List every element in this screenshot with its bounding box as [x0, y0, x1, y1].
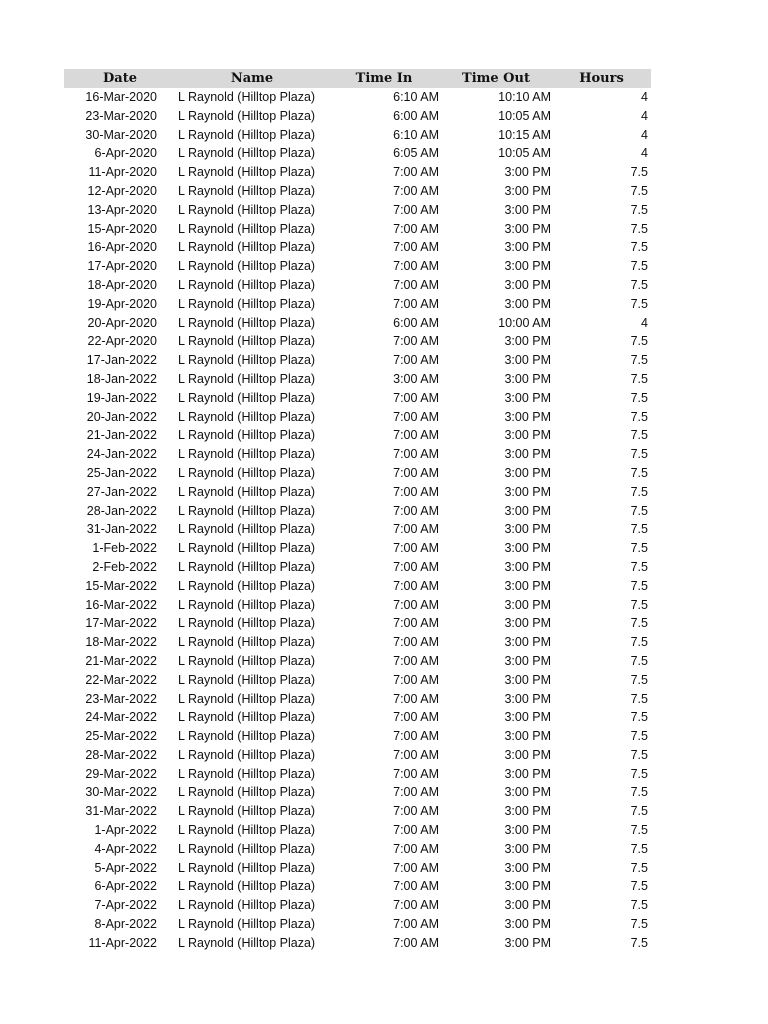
- table-row: [64, 671, 651, 690]
- table-row: [64, 464, 651, 483]
- hours-cell: 7.5: [630, 465, 648, 480]
- hours-cell: 7.5: [630, 559, 648, 574]
- time-in-cell: 7:00 AM: [393, 221, 439, 236]
- table-row: [64, 596, 651, 615]
- hours-cell: 7.5: [630, 860, 648, 875]
- time-out-cell: 10:00 AM: [498, 315, 551, 330]
- time-out-cell: 3:00 PM: [504, 296, 551, 311]
- name-cell: L Raynold (Hilltop Plaza): [178, 616, 316, 631]
- time-in-cell: 7:00 AM: [393, 559, 439, 574]
- hours-cell: 7.5: [630, 823, 648, 838]
- table-row: [64, 502, 651, 521]
- time-in-cell: 7:00 AM: [393, 691, 439, 706]
- hours-cell: 7.5: [630, 766, 648, 781]
- time-in-cell: 7:00 AM: [393, 804, 439, 819]
- name-cell: L Raynold (Hilltop Plaza): [178, 691, 316, 706]
- column-header-time-out: Time Out: [440, 69, 552, 88]
- date-cell: 1-Apr-2022: [94, 823, 157, 838]
- date-cell: 20-Jan-2022: [86, 409, 157, 424]
- date-cell: 17-Apr-2020: [87, 259, 157, 274]
- time-out-cell: 3:00 PM: [504, 259, 551, 274]
- hours-cell: 7.5: [630, 221, 648, 236]
- name-cell: L Raynold (Hilltop Plaza): [178, 315, 316, 330]
- hours-cell: 7.5: [630, 409, 648, 424]
- date-cell: 31-Jan-2022: [86, 522, 157, 537]
- table-row: [64, 877, 651, 896]
- time-in-cell: 7:00 AM: [393, 183, 439, 198]
- hours-cell: 7.5: [630, 917, 648, 932]
- name-cell: L Raynold (Hilltop Plaza): [178, 898, 316, 913]
- time-out-cell: 3:00 PM: [504, 616, 551, 631]
- time-in-cell: 7:00 AM: [393, 465, 439, 480]
- table-row: [64, 107, 651, 126]
- name-cell: L Raynold (Hilltop Plaza): [178, 447, 316, 462]
- table-row: [64, 220, 651, 239]
- name-cell: L Raynold (Hilltop Plaza): [178, 334, 316, 349]
- hours-cell: 7.5: [630, 183, 648, 198]
- time-in-cell: 7:00 AM: [393, 277, 439, 292]
- table-row: [64, 370, 651, 389]
- time-in-cell: 7:00 AM: [393, 541, 439, 556]
- name-cell: L Raynold (Hilltop Plaza): [178, 672, 316, 687]
- date-cell: 28-Mar-2022: [85, 747, 157, 762]
- table-row: [64, 276, 651, 295]
- table-row: [64, 915, 651, 934]
- table-row: [64, 727, 651, 746]
- time-out-cell: 10:05 AM: [498, 108, 551, 123]
- hours-cell: 7.5: [630, 935, 648, 950]
- date-cell: 2-Feb-2022: [92, 559, 157, 574]
- hours-cell: 7.5: [630, 390, 648, 405]
- name-cell: L Raynold (Hilltop Plaza): [178, 710, 316, 725]
- name-cell: L Raynold (Hilltop Plaza): [178, 522, 316, 537]
- time-in-cell: 7:00 AM: [393, 503, 439, 518]
- time-out-cell: 3:00 PM: [504, 804, 551, 819]
- table-row: [64, 351, 651, 370]
- date-cell: 5-Apr-2022: [94, 860, 157, 875]
- table-row: [64, 558, 651, 577]
- hours-cell: 7.5: [630, 804, 648, 819]
- time-out-cell: 3:00 PM: [504, 635, 551, 650]
- date-cell: 15-Mar-2022: [85, 578, 157, 593]
- date-cell: 30-Mar-2022: [85, 785, 157, 800]
- name-cell: L Raynold (Hilltop Plaza): [178, 428, 316, 443]
- hours-cell: 7.5: [630, 729, 648, 744]
- name-cell: L Raynold (Hilltop Plaza): [178, 183, 316, 198]
- table-row: [64, 295, 651, 314]
- name-cell: L Raynold (Hilltop Plaza): [178, 729, 316, 744]
- time-in-cell: 6:10 AM: [393, 90, 439, 104]
- time-out-cell: 3:00 PM: [504, 334, 551, 349]
- time-in-cell: 7:00 AM: [393, 898, 439, 913]
- time-in-cell: 6:00 AM: [393, 315, 439, 330]
- time-in-cell: 7:00 AM: [393, 729, 439, 744]
- date-cell: 25-Mar-2022: [85, 729, 157, 744]
- hours-cell: 4: [641, 127, 648, 142]
- table-row: [64, 934, 651, 953]
- hours-cell: 7.5: [630, 785, 648, 800]
- hours-cell: 7.5: [630, 484, 648, 499]
- name-cell: L Raynold (Hilltop Plaza): [178, 747, 316, 762]
- header-row: [64, 69, 651, 88]
- hours-cell: 7.5: [630, 578, 648, 593]
- date-cell: 17-Jan-2022: [86, 353, 157, 368]
- date-cell: 28-Jan-2022: [86, 503, 157, 518]
- table-row: [64, 520, 651, 539]
- time-out-cell: 3:00 PM: [504, 183, 551, 198]
- hours-cell: 7.5: [630, 240, 648, 255]
- time-out-cell: 3:00 PM: [504, 409, 551, 424]
- hours-cell: 7.5: [630, 635, 648, 650]
- date-cell: 18-Jan-2022: [86, 371, 157, 386]
- time-out-cell: 3:00 PM: [504, 823, 551, 838]
- hours-cell: 7.5: [630, 428, 648, 443]
- table-header: [64, 69, 651, 88]
- hours-cell: 7.5: [630, 672, 648, 687]
- time-out-cell: 3:00 PM: [504, 879, 551, 894]
- name-cell: L Raynold (Hilltop Plaza): [178, 541, 316, 556]
- table-row: [64, 652, 651, 671]
- hours-cell: 7.5: [630, 879, 648, 894]
- table-row: [64, 238, 651, 257]
- name-cell: L Raynold (Hilltop Plaza): [178, 259, 316, 274]
- time-in-cell: 7:00 AM: [393, 672, 439, 687]
- time-out-cell: 3:00 PM: [504, 371, 551, 386]
- date-cell: 18-Apr-2020: [87, 277, 157, 292]
- table-row: [64, 746, 651, 765]
- table-row: [64, 426, 651, 445]
- time-out-cell: 3:00 PM: [504, 522, 551, 537]
- date-cell: 31-Mar-2022: [85, 804, 157, 819]
- time-in-cell: 7:00 AM: [393, 917, 439, 932]
- hours-cell: 7.5: [630, 447, 648, 462]
- hours-cell: 7.5: [630, 541, 648, 556]
- date-cell: 23-Mar-2020: [85, 108, 157, 123]
- time-in-cell: 7:00 AM: [393, 616, 439, 631]
- date-cell: 1-Feb-2022: [92, 541, 157, 556]
- table-row: [64, 896, 651, 915]
- table-row: [64, 314, 651, 333]
- time-out-cell: 3:00 PM: [504, 240, 551, 255]
- time-in-cell: 7:00 AM: [393, 353, 439, 368]
- name-cell: L Raynold (Hilltop Plaza): [178, 879, 316, 894]
- table-row: [64, 126, 651, 145]
- time-in-cell: 6:05 AM: [393, 146, 439, 161]
- time-out-cell: 3:00 PM: [504, 428, 551, 443]
- date-cell: 11-Apr-2022: [88, 935, 157, 950]
- time-in-cell: 7:00 AM: [393, 578, 439, 593]
- time-out-cell: 10:15 AM: [498, 127, 551, 142]
- table-row: [64, 859, 651, 878]
- time-out-cell: 3:00 PM: [504, 653, 551, 668]
- date-cell: 30-Mar-2020: [85, 127, 157, 142]
- hours-cell: 7.5: [630, 503, 648, 518]
- time-in-cell: 7:00 AM: [393, 334, 439, 349]
- time-in-cell: 7:00 AM: [393, 653, 439, 668]
- time-out-cell: 3:00 PM: [504, 221, 551, 236]
- time-in-cell: 7:00 AM: [393, 841, 439, 856]
- time-out-cell: 3:00 PM: [504, 766, 551, 781]
- time-out-cell: 3:00 PM: [504, 860, 551, 875]
- time-out-cell: 3:00 PM: [504, 747, 551, 762]
- time-out-cell: 3:00 PM: [504, 898, 551, 913]
- name-cell: L Raynold (Hilltop Plaza): [178, 353, 316, 368]
- name-cell: L Raynold (Hilltop Plaza): [178, 108, 316, 123]
- table-row: [64, 182, 651, 201]
- hours-cell: 7.5: [630, 898, 648, 913]
- time-out-cell: 3:00 PM: [504, 484, 551, 499]
- column-header-date: Date: [64, 69, 176, 88]
- time-out-cell: 3:00 PM: [504, 691, 551, 706]
- name-cell: L Raynold (Hilltop Plaza): [178, 127, 316, 142]
- name-cell: L Raynold (Hilltop Plaza): [178, 240, 316, 255]
- name-cell: L Raynold (Hilltop Plaza): [178, 766, 316, 781]
- time-out-cell: 10:10 AM: [498, 90, 551, 104]
- time-in-cell: 7:00 AM: [393, 240, 439, 255]
- time-out-cell: 3:00 PM: [504, 785, 551, 800]
- date-cell: 12-Apr-2020: [87, 183, 157, 198]
- time-in-cell: 7:00 AM: [393, 747, 439, 762]
- time-out-cell: 10:05 AM: [498, 146, 551, 161]
- date-cell: 4-Apr-2022: [94, 841, 157, 856]
- time-in-cell: 7:00 AM: [393, 296, 439, 311]
- date-cell: 29-Mar-2022: [85, 766, 157, 781]
- time-in-cell: 7:00 AM: [393, 635, 439, 650]
- hours-cell: 7.5: [630, 259, 648, 274]
- time-out-cell: 3:00 PM: [504, 578, 551, 593]
- hours-cell: 7.5: [630, 277, 648, 292]
- hours-cell: 7.5: [630, 841, 648, 856]
- time-out-cell: 3:00 PM: [504, 935, 551, 950]
- time-out-cell: 3:00 PM: [504, 541, 551, 556]
- date-cell: 11-Apr-2020: [88, 165, 157, 180]
- name-cell: L Raynold (Hilltop Plaza): [178, 503, 316, 518]
- name-cell: L Raynold (Hilltop Plaza): [178, 221, 316, 236]
- name-cell: L Raynold (Hilltop Plaza): [178, 202, 316, 217]
- date-cell: 21-Mar-2022: [85, 653, 157, 668]
- table-row: [64, 163, 651, 182]
- hours-cell: 7.5: [630, 710, 648, 725]
- table-row: [64, 577, 651, 596]
- date-cell: 27-Jan-2022: [86, 484, 157, 499]
- table-row: [64, 708, 651, 727]
- date-cell: 20-Apr-2020: [87, 315, 157, 330]
- time-out-cell: 3:00 PM: [504, 277, 551, 292]
- table-row: [64, 783, 651, 802]
- table-row: [64, 802, 651, 821]
- time-out-cell: 3:00 PM: [504, 559, 551, 574]
- time-in-cell: 7:00 AM: [393, 165, 439, 180]
- date-cell: 6-Apr-2022: [94, 879, 157, 894]
- table-row: [64, 765, 651, 784]
- table-row: [64, 633, 651, 652]
- hours-cell: 7.5: [630, 165, 648, 180]
- table-row: [64, 445, 651, 464]
- table-row: [64, 201, 651, 220]
- hours-cell: 7.5: [630, 371, 648, 386]
- name-cell: L Raynold (Hilltop Plaza): [178, 559, 316, 574]
- hours-cell: 7.5: [630, 296, 648, 311]
- date-cell: 7-Apr-2022: [94, 898, 157, 913]
- time-in-cell: 7:00 AM: [393, 428, 439, 443]
- name-cell: L Raynold (Hilltop Plaza): [178, 409, 316, 424]
- name-cell: L Raynold (Hilltop Plaza): [178, 804, 316, 819]
- time-in-cell: 7:00 AM: [393, 484, 439, 499]
- name-cell: L Raynold (Hilltop Plaza): [178, 296, 316, 311]
- time-in-cell: 7:00 AM: [393, 785, 439, 800]
- time-in-cell: 3:00 AM: [393, 371, 439, 386]
- date-cell: 24-Jan-2022: [86, 447, 157, 462]
- time-out-cell: 3:00 PM: [504, 841, 551, 856]
- time-in-cell: 7:00 AM: [393, 879, 439, 894]
- column-header-name: Name: [176, 69, 328, 88]
- hours-cell: 7.5: [630, 597, 648, 612]
- name-cell: L Raynold (Hilltop Plaza): [178, 635, 316, 650]
- name-cell: L Raynold (Hilltop Plaza): [178, 823, 316, 838]
- time-in-cell: 7:00 AM: [393, 860, 439, 875]
- table-row: [64, 88, 651, 107]
- hours-cell: 7.5: [630, 653, 648, 668]
- table-row: [64, 257, 651, 276]
- name-cell: L Raynold (Hilltop Plaza): [178, 597, 316, 612]
- name-cell: L Raynold (Hilltop Plaza): [178, 90, 316, 104]
- date-cell: 17-Mar-2022: [85, 616, 157, 631]
- time-in-cell: 7:00 AM: [393, 597, 439, 612]
- table-row: [64, 144, 651, 163]
- hours-cell: 4: [641, 315, 648, 330]
- date-cell: 6-Apr-2020: [94, 146, 157, 161]
- time-out-cell: 3:00 PM: [504, 672, 551, 687]
- date-cell: 19-Apr-2020: [87, 296, 157, 311]
- time-in-cell: 6:00 AM: [393, 108, 439, 123]
- hours-cell: 7.5: [630, 522, 648, 537]
- name-cell: L Raynold (Hilltop Plaza): [178, 390, 316, 405]
- time-out-cell: 3:00 PM: [504, 729, 551, 744]
- hours-cell: 7.5: [630, 353, 648, 368]
- hours-cell: 4: [641, 146, 648, 161]
- time-out-cell: 3:00 PM: [504, 390, 551, 405]
- table-row: [64, 408, 651, 427]
- time-out-cell: 3:00 PM: [504, 503, 551, 518]
- hours-cell: 7.5: [630, 616, 648, 631]
- name-cell: L Raynold (Hilltop Plaza): [178, 578, 316, 593]
- date-cell: 23-Mar-2022: [85, 691, 157, 706]
- name-cell: L Raynold (Hilltop Plaza): [178, 917, 316, 932]
- hours-cell: 7.5: [630, 202, 648, 217]
- date-cell: 8-Apr-2022: [94, 917, 157, 932]
- date-cell: 19-Jan-2022: [86, 390, 157, 405]
- name-cell: L Raynold (Hilltop Plaza): [178, 785, 316, 800]
- table-row: [64, 821, 651, 840]
- time-in-cell: 7:00 AM: [393, 202, 439, 217]
- time-in-cell: 7:00 AM: [393, 390, 439, 405]
- time-in-cell: 7:00 AM: [393, 766, 439, 781]
- date-cell: 15-Apr-2020: [87, 221, 157, 236]
- hours-cell: 7.5: [630, 691, 648, 706]
- date-cell: 16-Apr-2020: [87, 240, 157, 255]
- date-cell: 22-Mar-2022: [85, 672, 157, 687]
- time-in-cell: 7:00 AM: [393, 409, 439, 424]
- date-cell: 21-Jan-2022: [86, 428, 157, 443]
- time-in-cell: 6:10 AM: [393, 127, 439, 142]
- timesheet-table: [64, 69, 651, 953]
- time-in-cell: 7:00 AM: [393, 823, 439, 838]
- name-cell: L Raynold (Hilltop Plaza): [178, 465, 316, 480]
- table-row: [64, 483, 651, 502]
- table-row: [64, 840, 651, 859]
- table-row: [64, 690, 651, 709]
- name-cell: L Raynold (Hilltop Plaza): [178, 165, 316, 180]
- column-header-hours: Hours: [552, 69, 651, 88]
- hours-cell: 7.5: [630, 747, 648, 762]
- date-cell: 16-Mar-2022: [85, 597, 157, 612]
- name-cell: L Raynold (Hilltop Plaza): [178, 653, 316, 668]
- table-row: [64, 332, 651, 351]
- name-cell: L Raynold (Hilltop Plaza): [178, 146, 316, 161]
- date-cell: 18-Mar-2022: [85, 635, 157, 650]
- name-cell: L Raynold (Hilltop Plaza): [178, 860, 316, 875]
- date-cell: 25-Jan-2022: [86, 465, 157, 480]
- time-out-cell: 3:00 PM: [504, 353, 551, 368]
- time-out-cell: 3:00 PM: [504, 917, 551, 932]
- time-out-cell: 3:00 PM: [504, 447, 551, 462]
- date-cell: 24-Mar-2022: [85, 710, 157, 725]
- name-cell: L Raynold (Hilltop Plaza): [178, 484, 316, 499]
- time-in-cell: 7:00 AM: [393, 522, 439, 537]
- time-out-cell: 3:00 PM: [504, 202, 551, 217]
- table-row: [64, 614, 651, 633]
- name-cell: L Raynold (Hilltop Plaza): [178, 841, 316, 856]
- name-cell: L Raynold (Hilltop Plaza): [178, 935, 316, 950]
- time-out-cell: 3:00 PM: [504, 165, 551, 180]
- table-row: [64, 539, 651, 558]
- date-cell: 16-Mar-2020: [85, 90, 157, 104]
- table-row: [64, 389, 651, 408]
- table-body: [64, 88, 651, 953]
- time-out-cell: 3:00 PM: [504, 710, 551, 725]
- time-in-cell: 7:00 AM: [393, 447, 439, 462]
- name-cell: L Raynold (Hilltop Plaza): [178, 371, 316, 386]
- time-out-cell: 3:00 PM: [504, 597, 551, 612]
- date-cell: 13-Apr-2020: [87, 202, 157, 217]
- time-in-cell: 7:00 AM: [393, 935, 439, 950]
- name-cell: L Raynold (Hilltop Plaza): [178, 277, 316, 292]
- column-header-time-in: Time In: [328, 69, 440, 88]
- time-in-cell: 7:00 AM: [393, 259, 439, 274]
- hours-cell: 4: [641, 90, 648, 104]
- hours-cell: 7.5: [630, 334, 648, 349]
- hours-cell: 4: [641, 108, 648, 123]
- time-out-cell: 3:00 PM: [504, 465, 551, 480]
- date-cell: 22-Apr-2020: [87, 334, 157, 349]
- time-in-cell: 7:00 AM: [393, 710, 439, 725]
